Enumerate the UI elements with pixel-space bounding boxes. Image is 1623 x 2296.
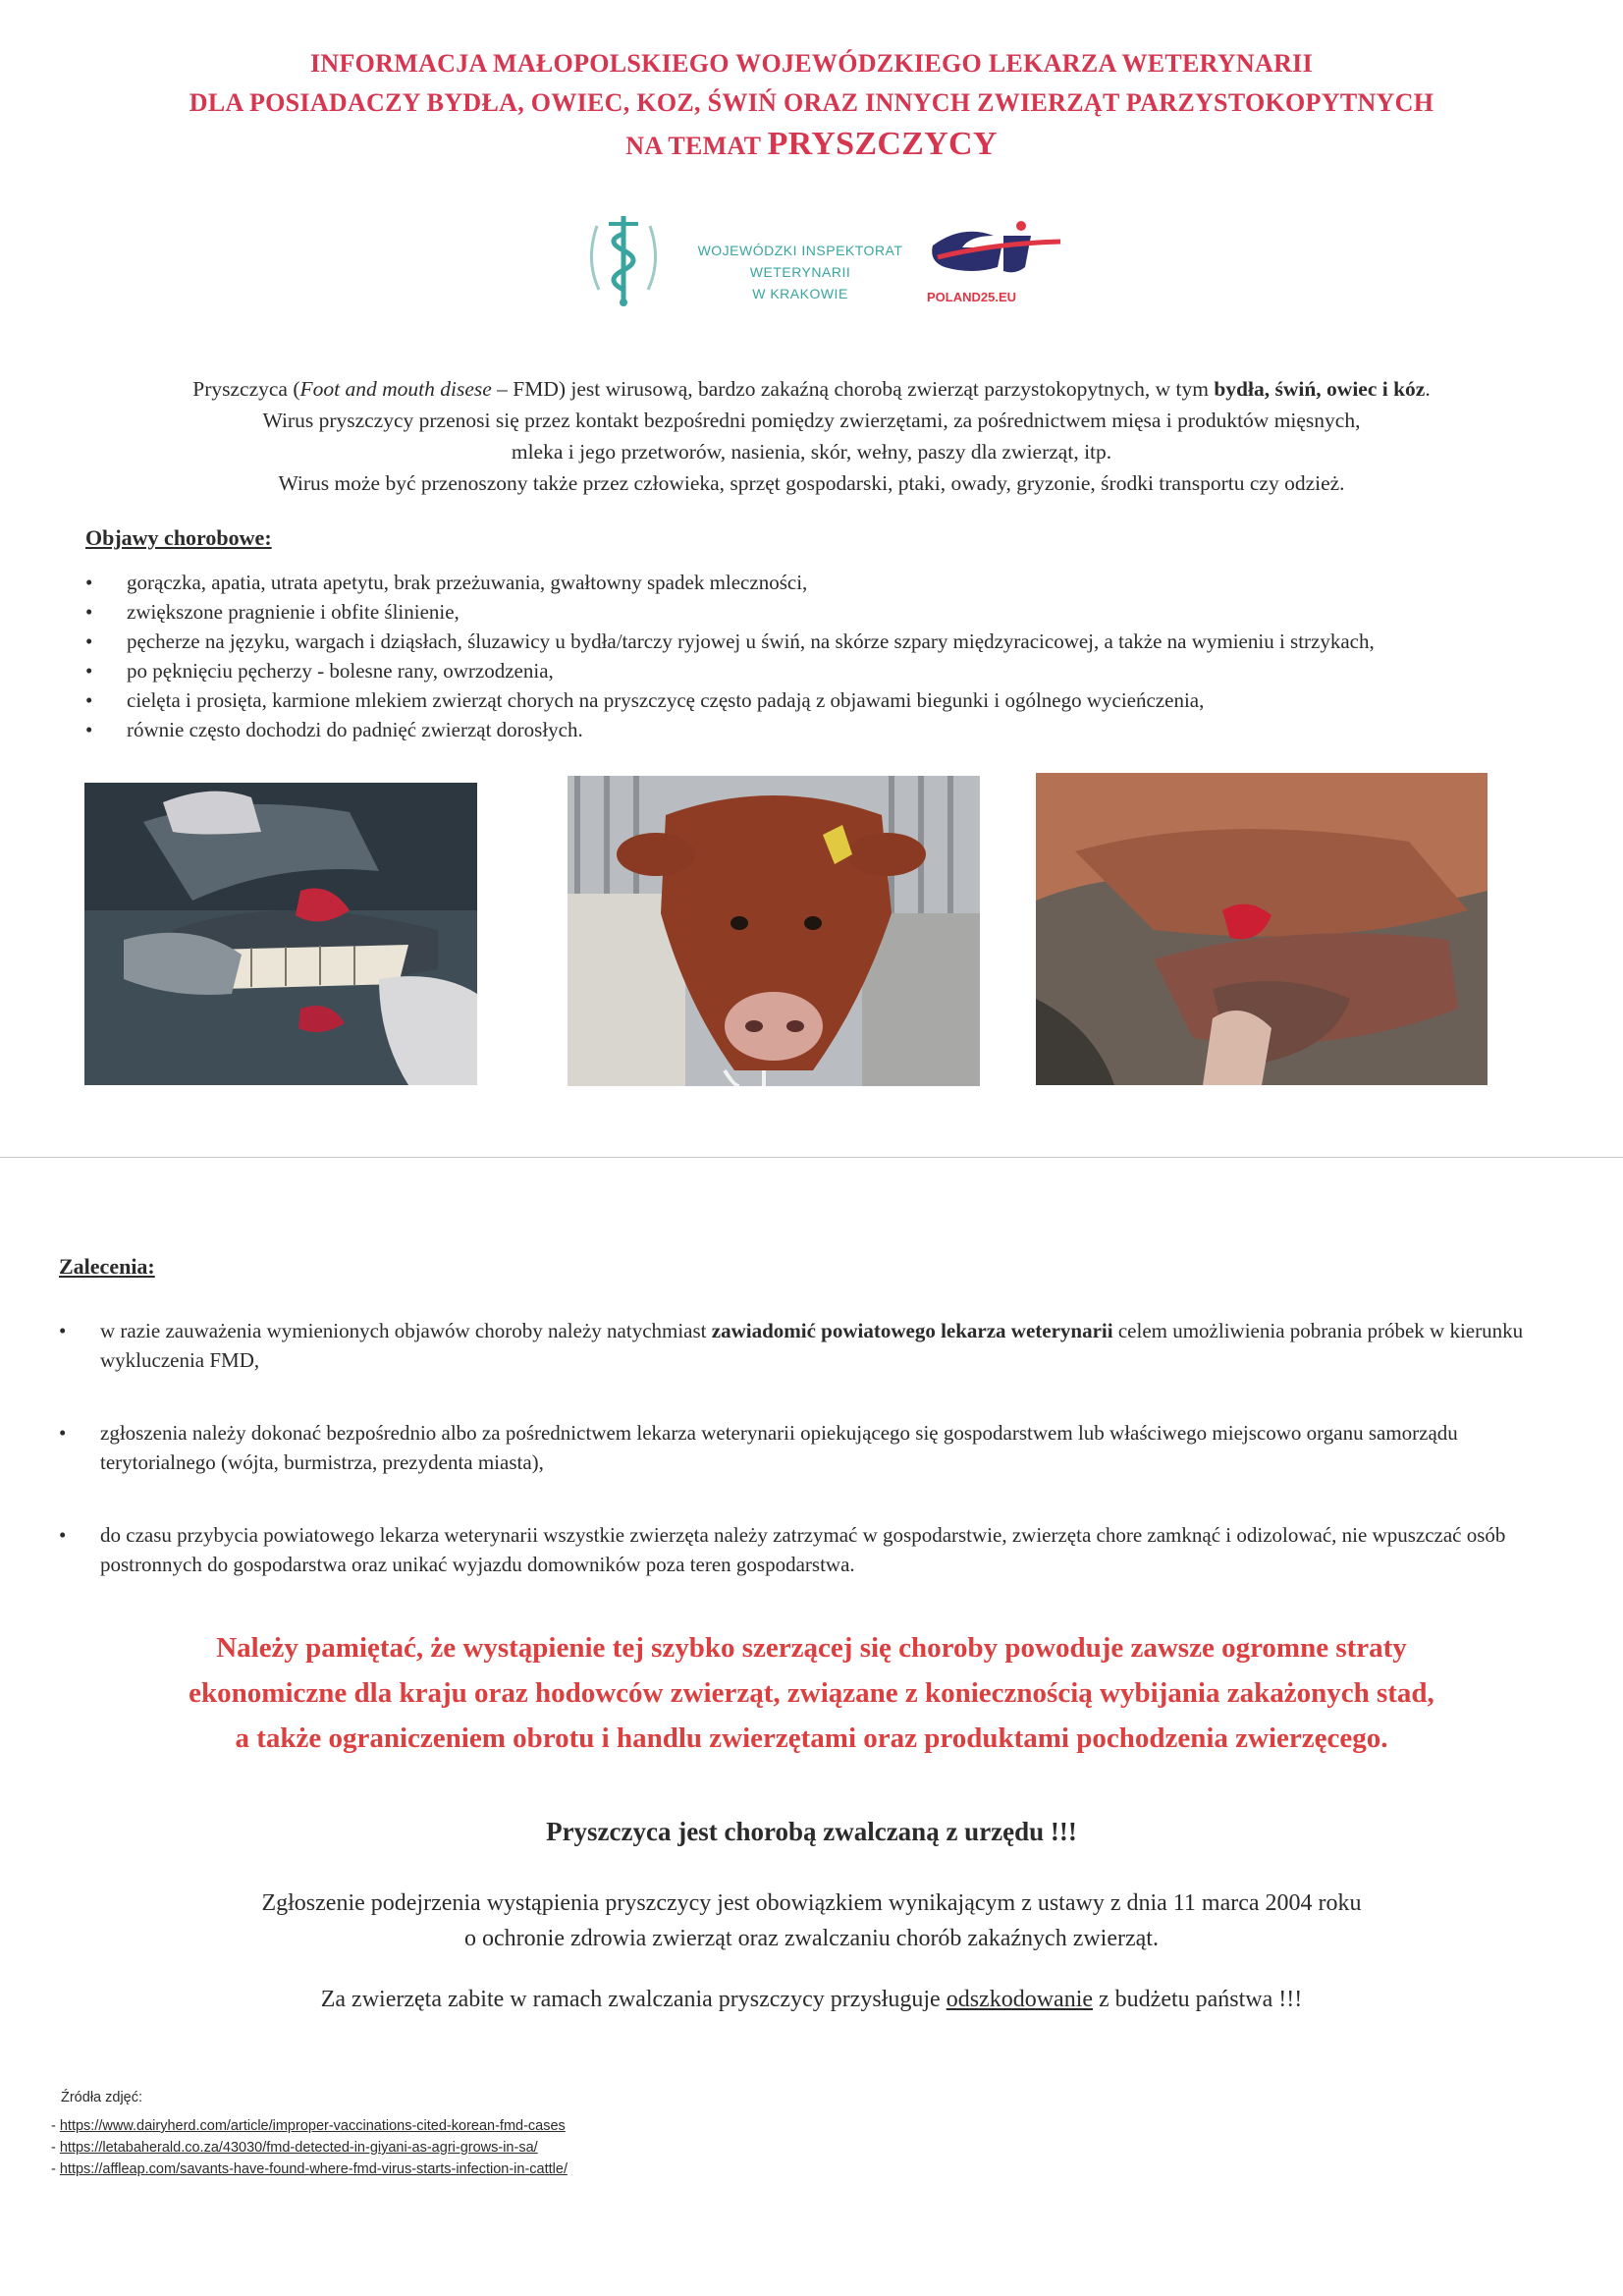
- symptoms-heading: Objawy chorobowe:: [85, 525, 272, 550]
- inspectorate-emblem-icon: [579, 206, 668, 314]
- list-item: • do czasu przybycia powiatowego lekarza weterynarii wszystkie zwierzęta należy zatrzymać w gospodarstwie, zwierzęta chore zamknąć i odizolować, nie wpuszczać osób postronnych do gospodarstwa oraz unikać wyjazdu domowników poza teren gospodarstwa.: [59, 1520, 1566, 1579]
- list-item: [59, 1316, 1566, 1375]
- source-link[interactable]: https://letabaherald.co.za/43030/fmd-detected-in-giyani-as-agri-grows-in-sa/: [59, 2140, 538, 2156]
- header-line-1: INFORMACJA MAŁOPOLSKIEGO WOJEWÓDZKIEGO LEKARZA WETERYNARII: [309, 49, 1313, 78]
- rec-1-a: w razie zauważenia wymienionych objawów choroby należy natychmiast: [100, 1319, 712, 1342]
- inspectorate-name: [687, 240, 913, 304]
- list-item: • po pęknięciu pęcherzy - bolesne rany, owrzodzenia,: [85, 656, 1617, 685]
- symptoms-list: [85, 568, 1617, 744]
- source-item: - https://affleap.com/savants-have-found-where-fmd-virus-starts-infection-in-cattle/: [51, 2161, 568, 2177]
- legal-line-2: o ochronie zdrowia zwierząt oraz zwalczaniu chorób zakaźnych zwierząt.: [464, 1926, 1159, 1951]
- list-item: • cielęta i prosięta, karmione mlekiem zwierząt chorych na pryszczycę często padają z objawami biegunki i ogólnego wycieńczenia,: [85, 685, 1617, 715]
- header-line-3-prefix: NA TEMAT: [625, 132, 768, 160]
- inspectorate-line-3: W KRAKOWIE: [752, 286, 848, 301]
- warning-line-2: ekonomiczne dla kraju oraz hodowców zwierząt, związane z koniecznością wybijania zakażonych stad,: [189, 1677, 1434, 1709]
- header-line-3: [0, 126, 1623, 163]
- inspectorate-line-2: WETERYNARII: [749, 264, 851, 280]
- intro-p1-b: – FMD) jest wirusową, bardzo zakaźną chorobą zwierząt parzystokopytnych, w tym: [491, 377, 1215, 401]
- poland25-label: POLAND25.EU: [927, 290, 1017, 304]
- compensation-b: z budżetu państwa !!!: [1093, 1987, 1303, 2012]
- warning-text: [79, 1625, 1544, 1761]
- rec-1-b: celem umożliwienia pobrania próbek w kierunku wykluczenia FMD,: [100, 1319, 1524, 1372]
- rec-1-bold: zawiadomić powiatowego lekarza weterynarii: [711, 1319, 1113, 1342]
- list-item: • zgłoszenia należy dokonać bezpośrednio albo za pośrednictwem lekarza weterynarii opiekującego się gospodarstwem lub właściwego miejscowo organu samorządu terytorialnego (wójta, burmistrza, prezydenta miasta),: [59, 1418, 1566, 1477]
- photo-cow-drooling: [568, 776, 980, 1086]
- intro-text: [98, 373, 1525, 499]
- intro-p1-italic: Foot and mouth disese: [299, 377, 492, 401]
- header-disease-name: PRYSZCZYCY: [767, 126, 998, 162]
- warning-line-3: a także ograniczeniem obrotu i handlu zwierzętami oraz produktami pochodzenia zwierzęcego.: [235, 1722, 1388, 1754]
- poland25-logo-icon: [923, 216, 1070, 285]
- source-item: - https://www.dairyherd.com/article/improper-vaccinations-cited-korean-fmd-cases: [51, 2118, 566, 2134]
- source-link[interactable]: https://www.dairyherd.com/article/improper-vaccinations-cited-korean-fmd-cases: [59, 2118, 566, 2134]
- warning-line-1: Należy pamiętać, że wystąpienie tej szybko szerzącej się choroby powoduje zawsze ogromne straty: [216, 1632, 1407, 1664]
- intro-p1-a: Pryszczyca (: [192, 377, 300, 401]
- intro-p1-c: .: [1425, 377, 1431, 401]
- sources-list: [51, 2115, 568, 2180]
- page-divider: [0, 1157, 1623, 1158]
- header-line-2: DLA POSIADACZY BYDŁA, OWIEC, KOZ, ŚWIŃ ORAZ INNYCH ZWIERZĄT PARZYSTOKOPYTNYCH: [189, 88, 1434, 117]
- sources-heading: Źródła zdjęć:: [61, 2090, 143, 2105]
- compensation-a: Za zwierzęta zabite w ramach zwalczania pryszczycy przysługuje: [320, 1987, 947, 2012]
- compensation-underlined: odszkodowanie: [946, 1987, 1094, 2012]
- recommendations-list: [59, 1316, 1566, 1622]
- intro-paragraph-1: [98, 373, 1525, 405]
- legal-text: [0, 1886, 1623, 1956]
- intro-paragraph-3: Wirus może być przenoszony także przez człowieka, sprzęt gospodarski, ptaki, owady, gryzonie, środki transportu czy odzież.: [278, 471, 1345, 495]
- photo-hoof-lesion: [1036, 773, 1488, 1085]
- list-item: • gorączka, apatia, utrata apetytu, brak przeżuwania, gwałtowny spadek mleczności,: [85, 568, 1617, 597]
- intro-paragraph-2: Wirus pryszczycy przenosi się przez kontakt bezpośredni pomiędzy zwierzętami, za pośrednictwem mięsa i produktów mięsnych, mleka i jego przetworów, nasienia, skór, wełny, paszy dla zwierząt, itp.: [262, 409, 1361, 464]
- compensation-text: [0, 1982, 1623, 2017]
- list-item: • równie często dochodzi do padnięć zwierząt dorosłych.: [85, 715, 1617, 744]
- official-statement: Pryszczyca jest chorobą zwalczaną z urzędu !!!: [546, 1817, 1077, 1846]
- intro-p1-bold: bydła, świń, owiec i kóz: [1214, 377, 1426, 401]
- source-item: - https://letabaherald.co.za/43030/fmd-detected-in-giyani-as-agri-grows-in-sa/: [51, 2140, 538, 2156]
- inspectorate-line-1: WOJEWÓDZKI INSPEKTORAT: [697, 243, 903, 258]
- list-item: • zwiększone pragnienie i obfite ślinienie,: [85, 597, 1617, 627]
- list-item: • pęcherze na języku, wargach i dziąsłach, śluzawicy u bydła/tarczy ryjowej u świń, na skórze szpary międzyracicowej, a także na wymieniu i strzykach,: [85, 627, 1617, 656]
- photo-mouth-lesions: [84, 783, 477, 1085]
- source-link[interactable]: https://affleap.com/savants-have-found-where-fmd-virus-starts-infection-in-cattle/: [59, 2161, 568, 2177]
- legal-line-1: Zgłoszenie podejrzenia wystąpienia pryszczycy jest obowiązkiem wynikającym z ustawy z dnia 11 marca 2004 roku: [261, 1890, 1362, 1916]
- recommendations-heading: Zalecenia:: [59, 1254, 155, 1279]
